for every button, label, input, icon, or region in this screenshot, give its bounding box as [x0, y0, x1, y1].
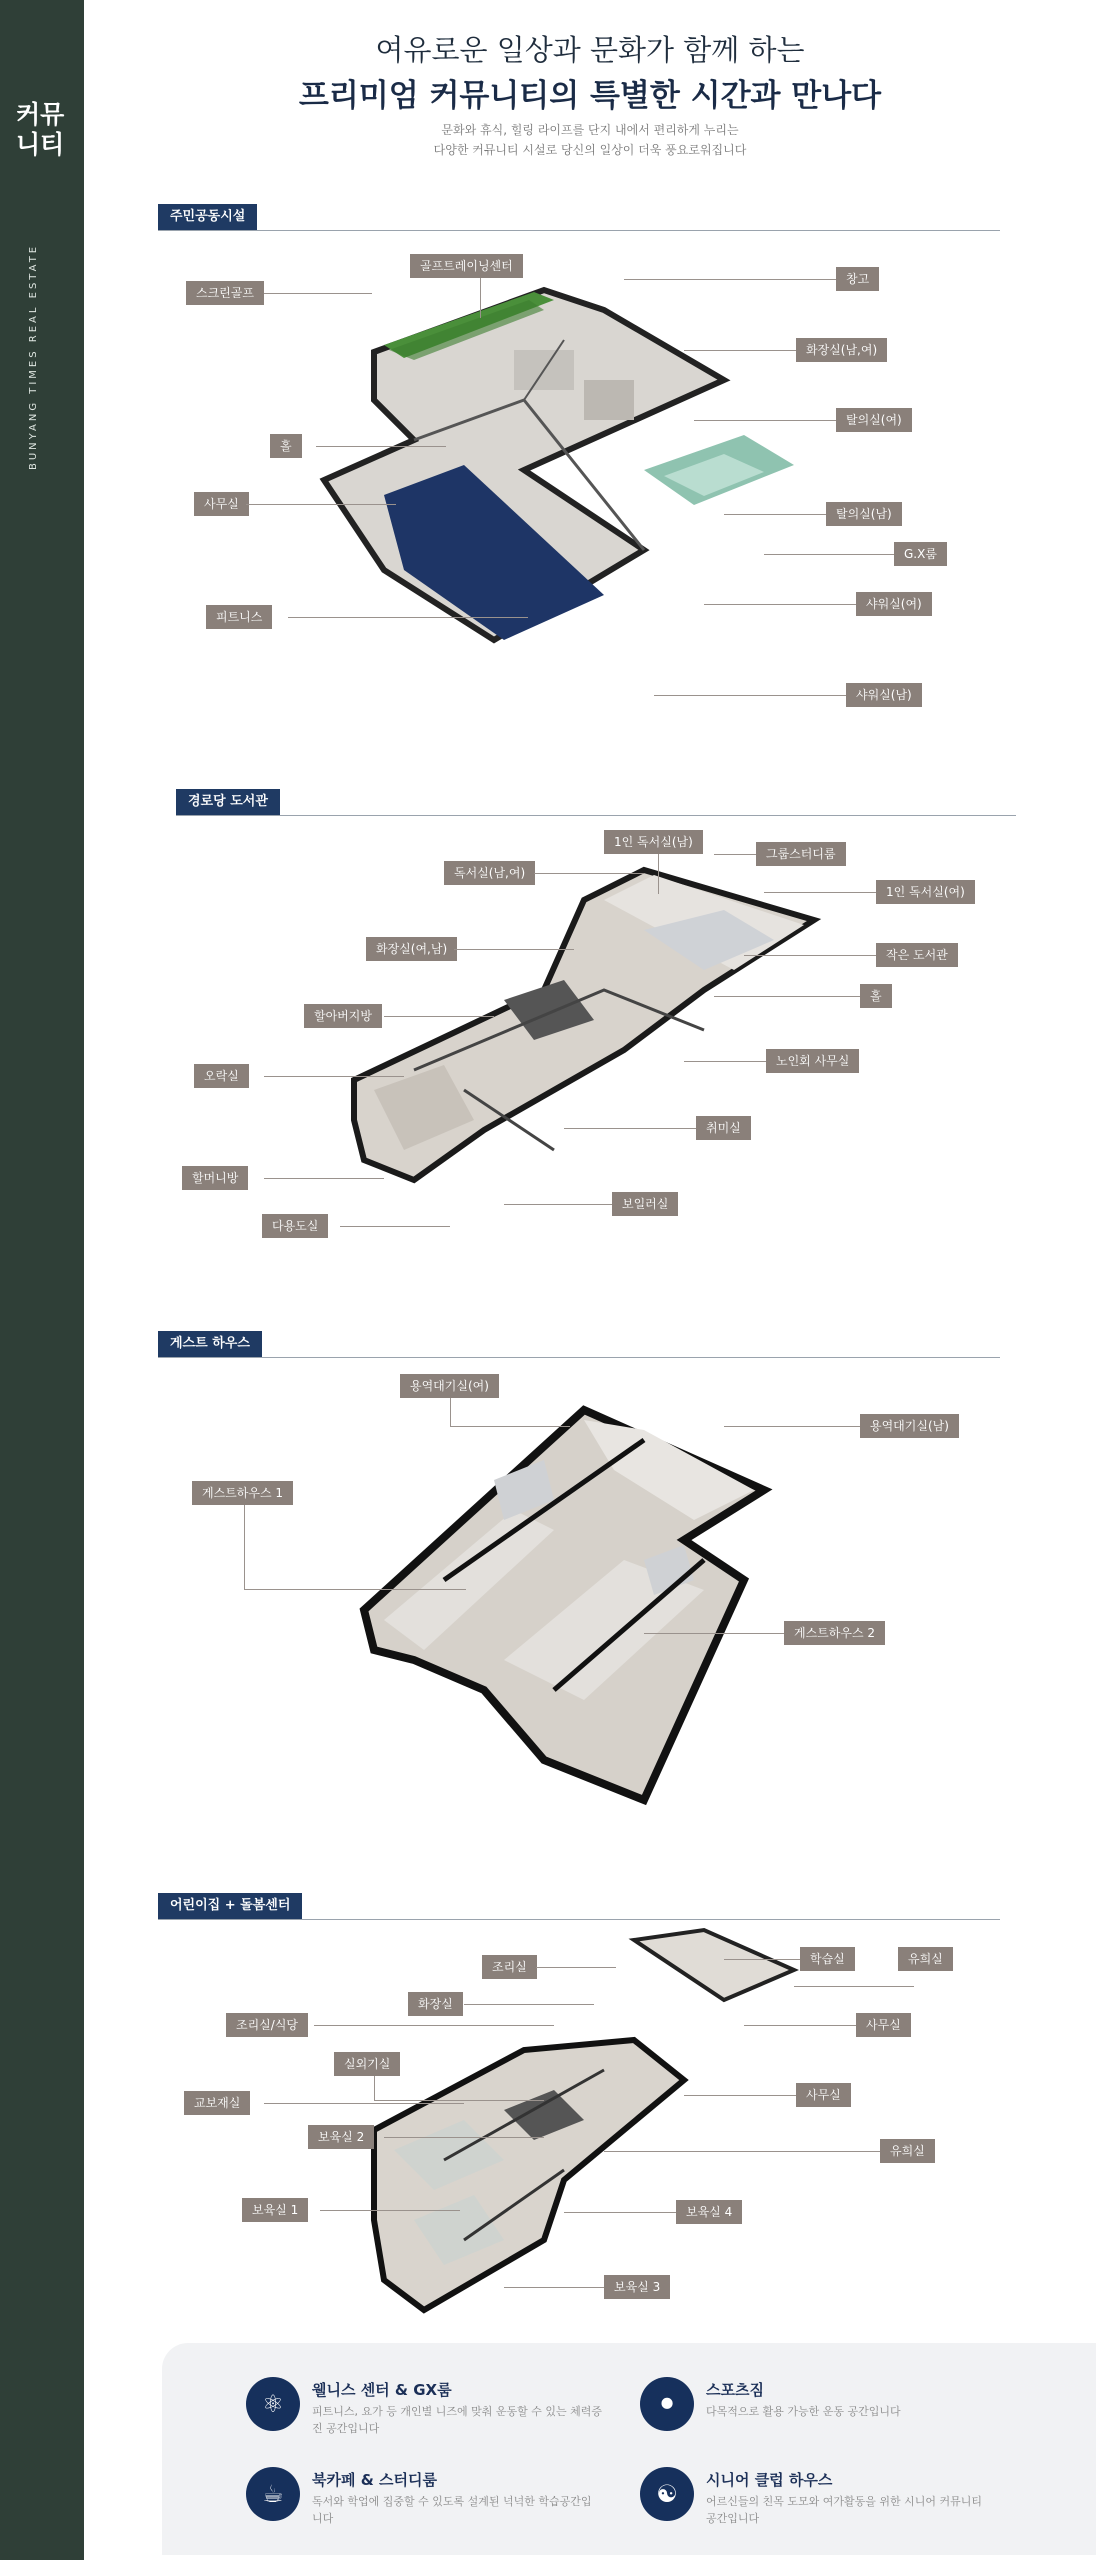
book-cafe-icon: ☕ [246, 2467, 300, 2521]
leader-line [794, 1986, 914, 1987]
leader-line [658, 854, 659, 894]
label-golf-training: 골프트레이닝센터 [410, 254, 523, 278]
leader-line [244, 1505, 245, 1589]
sidebar [0, 0, 84, 2560]
label-restroom-3: 화장실 [408, 1992, 463, 2016]
leader-line [744, 955, 876, 956]
label-senior-office: 노인회 사무실 [766, 1049, 859, 1073]
label-restroom: 화장실(남,여) [796, 338, 887, 362]
leader-line [604, 2151, 880, 2152]
label-utility-room: 다용도실 [262, 1214, 328, 1238]
label-hobby-room: 취미실 [696, 1116, 751, 1140]
headline-line2: 프리미엄 커뮤니티의 특별한 시간과 만나다 [298, 78, 882, 114]
leader-line [704, 604, 856, 605]
label-locker-men: 탈의실(남) [826, 502, 902, 526]
leader-line [654, 695, 846, 696]
leader-line [450, 1398, 451, 1426]
section-title: 주민공동시설 [158, 204, 257, 230]
leader-line [744, 2025, 856, 2026]
leader-line [536, 1967, 616, 1968]
leader-line [684, 350, 796, 351]
leader-line [564, 1128, 696, 1129]
leader-line [374, 2100, 544, 2101]
feature-panel [162, 2343, 1096, 2555]
leader-line [684, 2095, 796, 2096]
leader-line [244, 1589, 466, 1590]
leader-line [384, 2137, 544, 2138]
label-study-single-men: 1인 독서실(남) [604, 830, 703, 854]
label-office-top: 사무실 [856, 2013, 911, 2037]
leader-line [384, 1016, 494, 1017]
leader-line [480, 278, 481, 318]
label-staff-room-women: 용역대기실(여) [400, 1374, 499, 1398]
subtext-line1: 문화와 휴식, 힐링 라이프를 단지 내에서 편리하게 누리는 [441, 123, 739, 137]
senior-icon: ☯ [640, 2467, 694, 2521]
label-group-study: 그룹스터디룸 [756, 842, 846, 866]
section-divider [158, 1357, 1000, 1358]
leader-line [534, 873, 644, 874]
section-title: 경로당 도서관 [176, 789, 280, 815]
feature-desc: 다목적으로 활용 가능한 운동 공간입니다 [706, 2405, 901, 2418]
label-small-library: 작은 도서관 [876, 943, 958, 967]
label-shower-men: 샤워실(남) [846, 683, 922, 707]
feature-title: 북카페 & 스터디룸 [312, 2471, 437, 2489]
feature-title: 웰니스 센터 & GX룸 [312, 2381, 452, 2399]
label-staff-room-men: 용역대기실(남) [860, 1414, 959, 1438]
label-guest-house-2: 게스트하우스 2 [784, 1621, 885, 1645]
label-grandpa-room: 할아버지방 [304, 1004, 382, 1028]
main-content [84, 0, 1096, 2560]
label-kitchen: 조리실 [482, 1955, 537, 1979]
label-teaching-materials: 교보재실 [184, 2091, 250, 2115]
sidebar-vertical-text: BUNYANG TIMES REAL ESTATE [28, 243, 39, 470]
sidebar-title: 커뮤 니티 [16, 100, 65, 159]
leader-line [504, 2287, 604, 2288]
label-study-room: 학습실 [800, 1947, 855, 1971]
label-grandma-room: 할머니방 [182, 1166, 248, 1190]
leader-line [264, 1178, 384, 1179]
leader-line [288, 617, 528, 618]
leader-line [764, 554, 894, 555]
label-nursery-4: 보육실 4 [676, 2200, 742, 2224]
leader-line [320, 2210, 460, 2211]
section-divider [176, 815, 1016, 816]
section-header-childcare [158, 1893, 1000, 1921]
leader-line [264, 1076, 404, 1077]
leader-line [454, 949, 574, 950]
leader-line [724, 514, 826, 515]
leader-line [504, 1204, 612, 1205]
label-outdoor-unit-room: 실외기실 [334, 2052, 400, 2076]
label-study-single-women: 1인 독서실(여) [876, 880, 975, 904]
label-guest-house-1: 게스트하우스 1 [192, 1481, 293, 1505]
section-divider [158, 230, 1000, 231]
label-office: 사무실 [796, 2083, 851, 2107]
label-storage: 창고 [836, 267, 879, 291]
leader-line [374, 2076, 375, 2100]
label-gx-room: G.X룸 [894, 542, 947, 566]
leader-line [316, 446, 446, 447]
leader-line [564, 2212, 676, 2213]
feature-desc: 어르신들의 친목 도모와 여가활동을 위한 시니어 커뮤니티 공간입니다 [706, 2495, 983, 2525]
label-hall-2: 홀 [860, 984, 892, 1008]
label-boiler-room: 보일러실 [612, 1192, 678, 1216]
section-header-senior-library [176, 789, 1016, 817]
label-screen-golf: 스크린골프 [186, 281, 264, 305]
label-nursery-3: 보육실 3 [604, 2275, 670, 2299]
label-kitchen-dining: 조리실/식당 [226, 2013, 308, 2037]
label-playroom: 유희실 [880, 2139, 935, 2163]
section-title: 어린이집 + 돌봄센터 [158, 1893, 302, 1919]
sports-icon: ⚫ [640, 2377, 694, 2431]
leader-line [724, 1426, 860, 1427]
label-playroom-top: 유희실 [898, 1947, 953, 1971]
floorplan-residents [84, 240, 1096, 740]
label-office: 사무실 [194, 492, 249, 516]
label-locker-women: 탈의실(여) [836, 408, 912, 432]
leader-line [644, 1633, 784, 1634]
leader-line [684, 1061, 766, 1062]
label-nursery-2: 보육실 2 [308, 2125, 374, 2149]
headline-line1: 여유로운 일상과 문화가 함께 하는 [375, 33, 805, 67]
label-game-room: 오락실 [194, 1064, 249, 1088]
leader-line [714, 996, 860, 997]
label-reading-room: 독서실(남,여) [444, 861, 535, 885]
wellness-icon: ⚛ [246, 2377, 300, 2431]
leader-line [694, 420, 836, 421]
feature-title: 시니어 클럽 하우스 [706, 2471, 833, 2489]
leader-line [714, 854, 756, 855]
feature-title: 스포츠짐 [706, 2381, 764, 2399]
leader-line [246, 504, 396, 505]
leader-line [724, 1959, 800, 1960]
section-header-residents [158, 204, 1000, 232]
leader-line [624, 279, 836, 280]
section-title: 게스트 하우스 [158, 1331, 262, 1357]
feature-desc: 피트니스, 요가 등 개인별 니즈에 맞춰 운동할 수 있는 체력증진 공간입니다 [312, 2405, 602, 2435]
label-shower-women: 샤워실(여) [856, 592, 932, 616]
leader-line [764, 892, 876, 893]
section-header-guest-house [158, 1331, 1000, 1359]
leader-line [464, 2004, 594, 2005]
label-nursery-1: 보육실 1 [242, 2198, 308, 2222]
feature-desc: 독서와 학업에 집중할 수 있도록 설계된 넉넉한 학습공간입니다 [312, 2495, 592, 2525]
label-hall: 홀 [270, 434, 302, 458]
label-restroom-2: 화장실(여,남) [366, 937, 457, 961]
subtext-line2: 다양한 커뮤니티 시설로 당신의 일상이 더욱 풍요로워집니다 [433, 143, 747, 157]
leader-line [264, 2103, 464, 2104]
leader-line [340, 1226, 450, 1227]
leader-line [264, 293, 372, 294]
floorplan-childcare [84, 1920, 1096, 2340]
leader-line [314, 2025, 554, 2026]
label-fitness: 피트니스 [206, 605, 272, 629]
leader-line [450, 1426, 570, 1427]
